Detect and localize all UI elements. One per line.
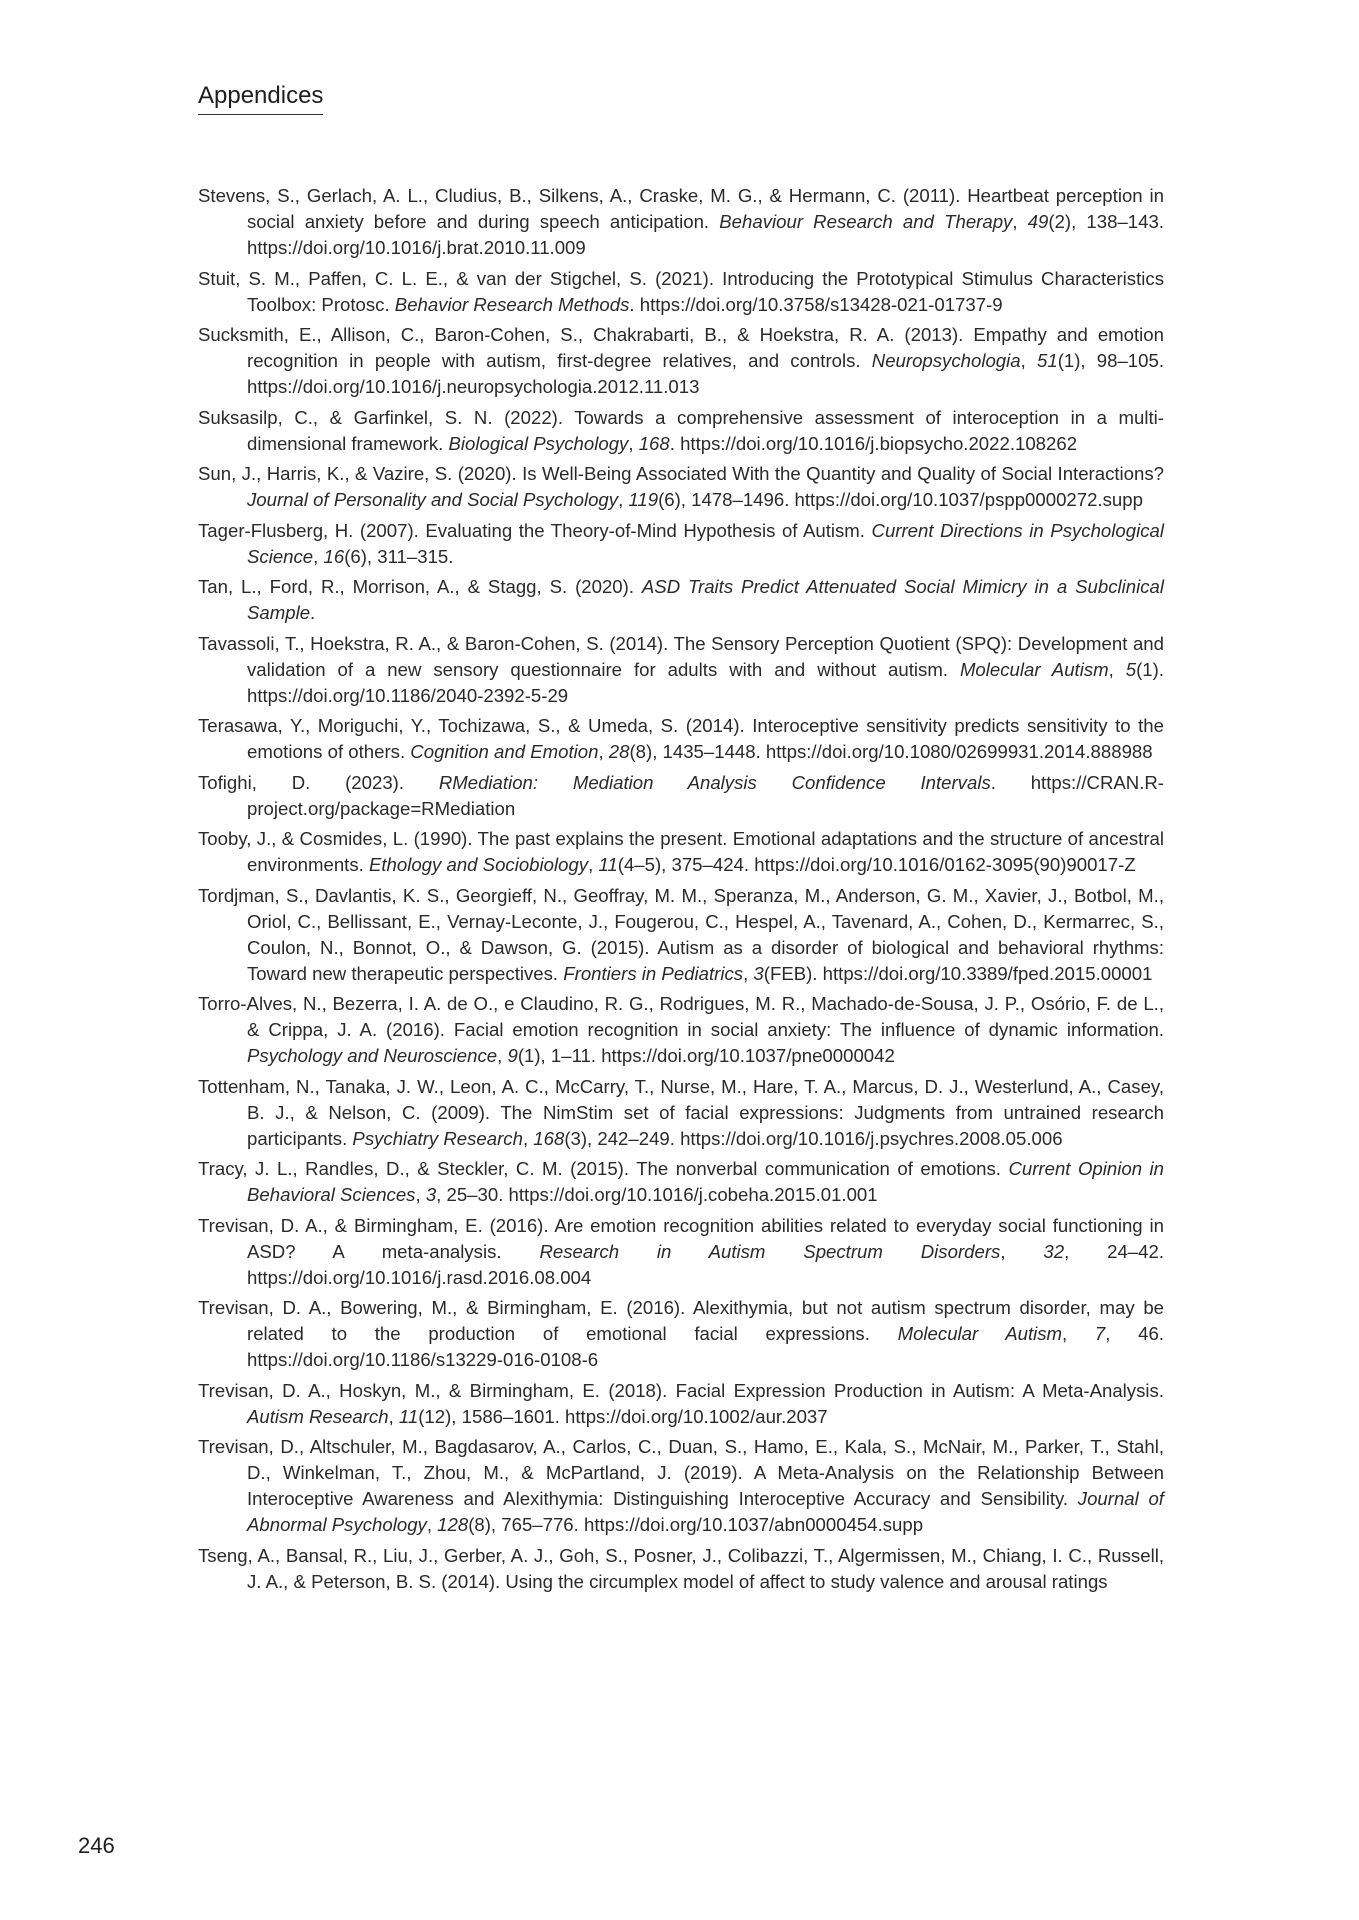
reference-text: Tordjman, S., Davlantis, K. S., Georgieff, N., Geoffray, M. M., Speranza, M., Anderson, G. M., Xavier, J., Botbol, M., Oriol, C., Bellissant, E., Vernay-Leconte, J., Fougerou, C., Hespel, A., Tavenard, A., Cohen, D., Kermarrec, S., Coulon, N., Bonnot, O., & Dawson, G. (2015). Autism as a disorder of biological and behavioral rhythms: Toward new therapeutic perspectives. [198, 884, 1164, 984]
reference-entry [198, 183, 1164, 261]
reference-italic-text: 3 [753, 962, 764, 984]
reference-entry [198, 518, 1164, 570]
reference-italic-text: 168 [638, 432, 670, 454]
reference-entry [198, 1295, 1164, 1373]
page-number: 246 [78, 1833, 115, 1858]
reference-text: Tager-Flusberg, H. (2007). Evaluating the Theory-of-Mind Hypothesis of Autism. [198, 519, 872, 541]
reference-italic-text: 11 [598, 854, 618, 875]
reference-italic-text: Molecular Autism [897, 1323, 1063, 1344]
reference-text: Sun, J., Harris, K., & Vazire, S. (2020). Is Well-Being Associated With the Quantity and Quality of Social Interactions? [198, 463, 1164, 484]
reference-text: , 46. https://doi.org/10.1186/s13229-016-0108-6 [247, 1323, 1164, 1370]
reference-text: Tseng, A., Bansal, R., Liu, J., Gerber, A. J., Goh, S., Posner, J., Colibazzi, T., Algermissen, M., Chiang, I. C., Russell, J. A., & Peterson, B. S. (2014). Using the circumplex model of affect to study valence and arousal ratings [198, 1544, 1164, 1592]
reference-italic-text: Behaviour Research and Therapy [719, 211, 1013, 232]
reference-entry [198, 883, 1164, 987]
section-title: Appendices [198, 82, 323, 115]
reference-italic-text: 7 [1094, 1323, 1106, 1344]
reference-text: Tan, L., Ford, R., Morrison, A., & Stagg, S. (2020). [198, 576, 642, 597]
reference-text: , 25–30. https://doi.org/10.1016/j.cobeha.2015.01.001 [436, 1184, 878, 1205]
reference-italic-text: 16 [323, 545, 345, 567]
reference-entry [198, 322, 1164, 400]
reference-text: Trevisan, D., Altschuler, M., Bagdasarov, A., Carlos, C., Duan, S., Hamo, E., Kala, S., McNair, M., Parker, T., Stahl, D., Winkelman, T., Zhou, M., & McPartland, J. (2019). A Meta-Analysis on the Relationship Between Interoceptive Awareness and Alexithymia: Distinguishing Interoceptive Accuracy and Sensibility. [198, 1436, 1164, 1509]
reference-text: , [628, 432, 639, 454]
reference-text: Tracy, J. L., Randles, D., & Steckler, C. M. (2015). The nonverbal communication of emotions. [198, 1158, 1009, 1179]
reference-text: . https://doi.org/10.1016/j.biopsycho.2022.108262 [669, 432, 1078, 454]
reference-list [198, 183, 1164, 1599]
reference-text: , [313, 545, 324, 567]
reference-text: , [497, 1045, 508, 1066]
reference-text: , [1020, 350, 1037, 371]
reference-text: (6), 311–315. [344, 545, 454, 567]
reference-text: . https://CRAN.R-project.org/package=RMediation [247, 771, 1164, 819]
reference-text: (12), 1586–1601. https://doi.org/10.1002/aur.2037 [418, 1405, 828, 1427]
reference-text: (8), 765–776. https://doi.org/10.1037/abn0000454.supp [468, 1514, 924, 1535]
reference-text: (8), 1435–1448. https://doi.org/10.1080/02699931.2014.888988 [629, 741, 1153, 762]
reference-entry [198, 631, 1164, 709]
reference-italic-text: 168 [533, 1127, 565, 1149]
reference-italic-text: RMediation: Mediation Analysis Confidence Intervals [438, 771, 991, 793]
reference-text: (1). https://doi.org/10.1186/2040-2392-5-29 [247, 658, 1164, 706]
reference-text: Stevens, S., Gerlach, A. L., Cludius, B., Silkens, A., Craske, M. G., & Hermann, C. (2011). Heartbeat perception in social anxiety before and during speech anticipation. [198, 185, 1164, 232]
reference-italic-text: Molecular Autism [959, 658, 1109, 680]
reference-entry [198, 1074, 1164, 1152]
reference-italic-text: Psychiatry Research [352, 1127, 523, 1149]
reference-entry [198, 826, 1164, 878]
reference-text: . https://doi.org/10.3758/s13428-021-01737-9 [629, 293, 1003, 315]
reference-entry [198, 1543, 1164, 1595]
reference-entry [198, 1156, 1164, 1208]
reference-italic-text: 119 [628, 489, 659, 510]
reference-italic-text: Research in Autism Spectrum Disorders [539, 1240, 1001, 1262]
reference-italic-text: Biological Psychology [448, 432, 629, 454]
reference-entry [198, 770, 1164, 822]
reference-italic-text: Behavior Research Methods [394, 293, 630, 315]
reference-text: Tofighi, D. (2023). [198, 771, 439, 793]
reference-text: (FEB). https://doi.org/10.3389/fped.2015.00001 [763, 962, 1153, 984]
reference-text: , [588, 854, 599, 875]
reference-entry [198, 405, 1164, 457]
reference-text: , [426, 1514, 438, 1535]
reference-text: , [743, 962, 754, 984]
reference-italic-text: Ethology and Sociobiology [368, 854, 589, 875]
reference-text: (4–5), 375–424. https://doi.org/10.1016/0162-3095(90)90017-Z [617, 854, 1136, 875]
reference-text: , [1012, 211, 1028, 232]
reference-italic-text: Current Directions in Psychological Science [247, 519, 1164, 567]
reference-text: , [415, 1184, 426, 1205]
reference-text: Tooby, J., & Cosmides, L. (1990). The past explains the present. Emotional adaptations and the structure of ancestral environments. [198, 828, 1164, 875]
reference-italic-text: 128 [437, 1514, 469, 1535]
reference-text: , [1108, 658, 1126, 680]
reference-text: Tavassoli, T., Hoekstra, R. A., & Baron-Cohen, S. (2014). The Sensory Perception Quotient (SPQ): Development and validation of a new sensory questionnaire for adults with and without autism. [198, 632, 1164, 680]
reference-italic-text: ASD Traits Predict Attenuated Social Mimicry in a Subclinical Sample [247, 576, 1164, 623]
reference-text: (1), 1–11. https://doi.org/10.1037/pne0000042 [517, 1045, 895, 1066]
reference-text: Sucksmith, E., Allison, C., Baron-Cohen, S., Chakrabarti, B., & Hoekstra, R. A. (2013). Empathy and emotion recognition in people with autism, first-degree relatives, and controls. [198, 324, 1164, 371]
reference-text: (1), 98–105. https://doi.org/10.1016/j.neuropsychologia.2012.11.013 [247, 350, 1164, 397]
reference-text: (6), 1478–1496. https://doi.org/10.1037/pspp0000272.supp [658, 489, 1143, 510]
reference-text: (3), 242–249. https://doi.org/10.1016/j.psychres.2008.05.006 [564, 1127, 1063, 1149]
reference-text: Stuit, S. M., Paffen, C. L. E., & van der Stigchel, S. (2021). Introducing the Prototypical Stimulus Characteristics Toolbox: Protosc. [198, 267, 1164, 315]
reference-entry [198, 1213, 1164, 1291]
reference-italic-text: 28 [608, 741, 630, 762]
reference-text: , [522, 1127, 534, 1149]
reference-italic-text: Journal of Personality and Social Psychology [247, 489, 619, 510]
reference-text: Trevisan, D. A., Bowering, M., & Birmingham, E. (2016). Alexithymia, but not autism spectrum disorder, may be related to the production of emotional facial expressions. [198, 1297, 1164, 1344]
reference-text: . [310, 602, 316, 623]
reference-text: Trevisan, D. A., Hoskyn, M., & Birmingham, E. (2018). Facial Expression Production in Autism: A Meta-Analysis. [198, 1379, 1164, 1401]
reference-text: , [598, 741, 609, 762]
reference-entry [198, 1434, 1164, 1538]
reference-text: Torro-Alves, N., Bezerra, I. A. de O., e Claudino, R. G., Rodrigues, M. R., Machado-de-Sousa, J. P., Osório, F. de L., & Crippa, J. A. (2016). Facial emotion recognition in social anxiety: The influence of dynamic information. [198, 993, 1164, 1040]
reference-italic-text: 9 [507, 1045, 518, 1066]
reference-entry [198, 713, 1164, 765]
reference-text: , [618, 489, 629, 510]
reference-italic-text: Autism Research [247, 1405, 389, 1427]
reference-italic-text: Cognition and Emotion [410, 741, 599, 762]
reference-italic-text: Current Opinion in Behavioral Sciences [247, 1158, 1164, 1205]
reference-italic-text: 3 [425, 1184, 437, 1205]
reference-italic-text: Neuropsychologia [871, 350, 1021, 371]
reference-text: Tottenham, N., Tanaka, J. W., Leon, A. C., McCarry, T., Nurse, M., Hare, T. A., Marcus, D. J., Westerlund, A., Casey, B. J., & Nelson, C. (2009). The NimStim set of facial expressions: Judgments from untrained research participants. [198, 1075, 1164, 1149]
reference-italic-text: Psychology and Neuroscience [247, 1045, 498, 1066]
reference-text: Suksasilp, C., & Garfinkel, S. N. (2022). Towards a comprehensive assessment of interoception in a multi-dimensional framework. [198, 406, 1164, 454]
reference-text: , [388, 1405, 399, 1427]
reference-text: (2), 138–143. https://doi.org/10.1016/j.brat.2010.11.009 [247, 211, 1164, 258]
reference-italic-text: Frontiers in Pediatrics [563, 962, 744, 984]
reference-text: , [1000, 1240, 1044, 1262]
reference-text: Terasawa, Y., Moriguchi, Y., Tochizawa, S., & Umeda, S. (2014). Interoceptive sensitivity predicts sensitivity to the emotions of others. [198, 715, 1164, 762]
reference-entry [198, 1378, 1164, 1430]
reference-italic-text: Journal of Abnormal Psychology [247, 1488, 1164, 1535]
reference-italic-text: 51 [1037, 350, 1058, 371]
reference-text: , [1062, 1323, 1095, 1344]
reference-italic-text: 11 [398, 1405, 419, 1427]
reference-entry [198, 991, 1164, 1069]
reference-text: , 24–42. https://doi.org/10.1016/j.rasd.2016.08.004 [247, 1240, 1164, 1288]
reference-entry [198, 266, 1164, 318]
reference-entry [198, 574, 1164, 626]
reference-text: Trevisan, D. A., & Birmingham, E. (2016). Are emotion recognition abilities related to everyday social functioning in ASD? A meta-analysis. [198, 1214, 1164, 1262]
reference-entry [198, 461, 1164, 513]
reference-italic-text: 5 [1125, 658, 1137, 680]
reference-italic-text: 32 [1043, 1240, 1065, 1262]
reference-italic-text: 49 [1027, 211, 1049, 232]
